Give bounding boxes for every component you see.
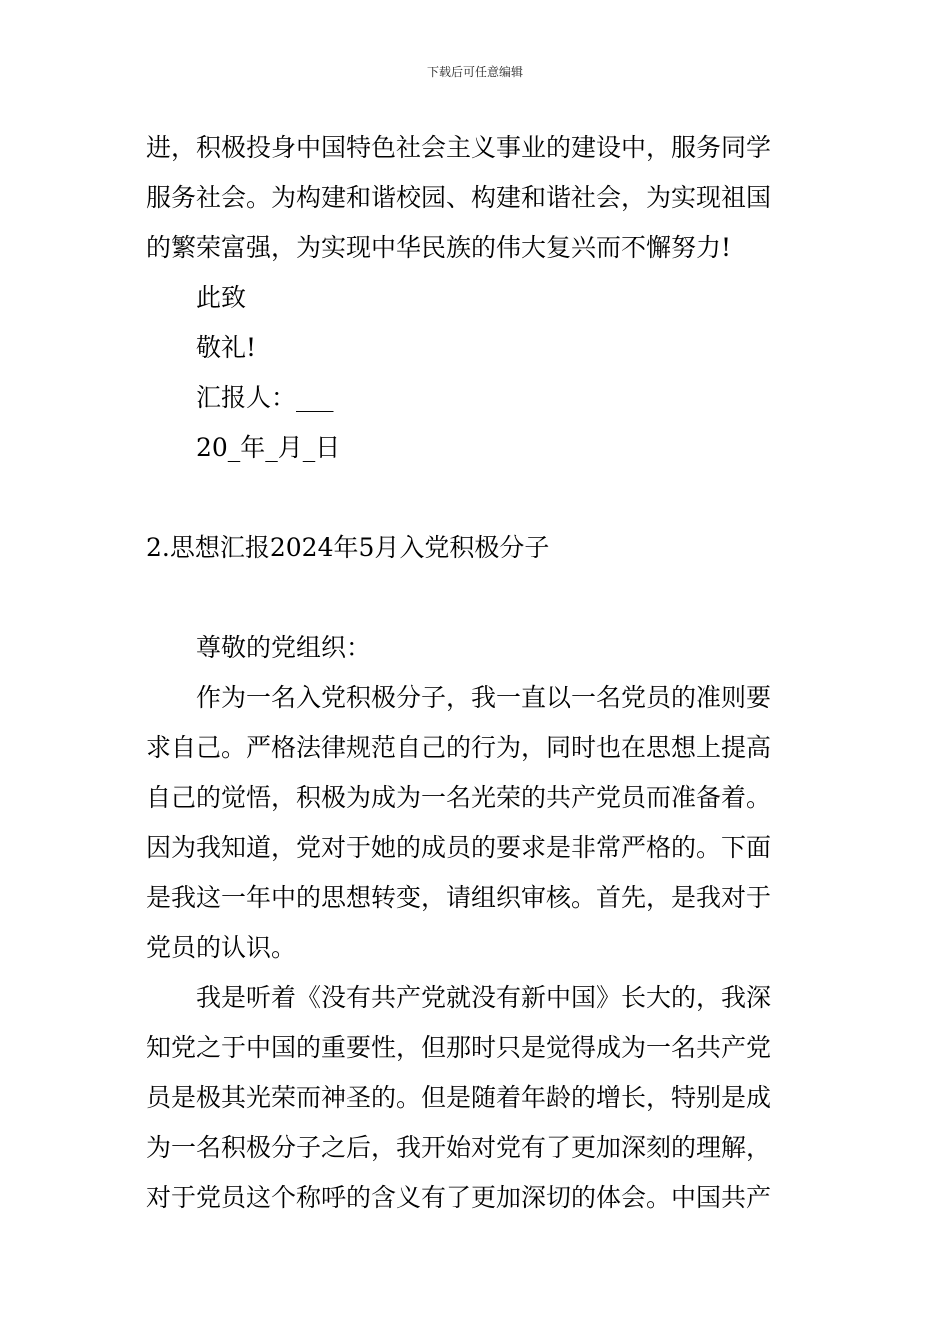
paragraph-line: 求自己。严格法律规范自己的行为，同时也在思想上提高 (146, 733, 772, 762)
date-field: 20_年_月_日 (196, 433, 341, 462)
paragraph-line: 进，积极投身中国特色社会主义事业的建设中，服务同学 (146, 133, 772, 162)
section-title: 2.思想汇报2024年5月入党积极分子 (146, 533, 550, 562)
paragraph-line: 服务社会。为构建和谐校园、构建和谐社会，为实现祖国 (146, 183, 772, 212)
paragraph-line: 的繁荣富强，为实现中华民族的伟大复兴而不懈努力! (146, 233, 732, 262)
paragraph-line: 党员的认识。 (146, 933, 297, 962)
closing-text: 此致 (196, 283, 247, 312)
paragraph-line: 自己的觉悟，积极为成为一名光荣的共产党员而准备着。 (146, 783, 772, 812)
paragraph-line: 因为我知道，党对于她的成员的要求是非常严格的。下面 (146, 833, 772, 862)
reporter-field: 汇报人：___ (196, 383, 334, 412)
paragraph-line: 是我这一年中的思想转变，请组织审核。首先，是我对于 (146, 883, 772, 912)
paragraph-line: 知党之于中国的重要性，但那时只是觉得成为一名共产党 (146, 1033, 772, 1062)
paragraph-line: 员是极其光荣而神圣的。但是随着年龄的增长，特别是成 (146, 1083, 772, 1112)
salute-text: 敬礼! (196, 333, 257, 362)
paragraph-line: 为一名积极分子之后，我开始对党有了更加深刻的理解， (146, 1133, 772, 1162)
paragraph-line: 作为一名入党积极分子，我一直以一名党员的准则要 (196, 683, 772, 712)
paragraph-line: 对于党员这个称呼的含义有了更加深切的体会。中国共产 (146, 1183, 772, 1212)
page-header: 下载后可任意编辑 (426, 65, 523, 79)
greeting-text: 尊敬的党组织： (196, 633, 372, 662)
paragraph-line: 我是听着《没有共产党就没有新中国》长大的，我深 (196, 983, 772, 1012)
